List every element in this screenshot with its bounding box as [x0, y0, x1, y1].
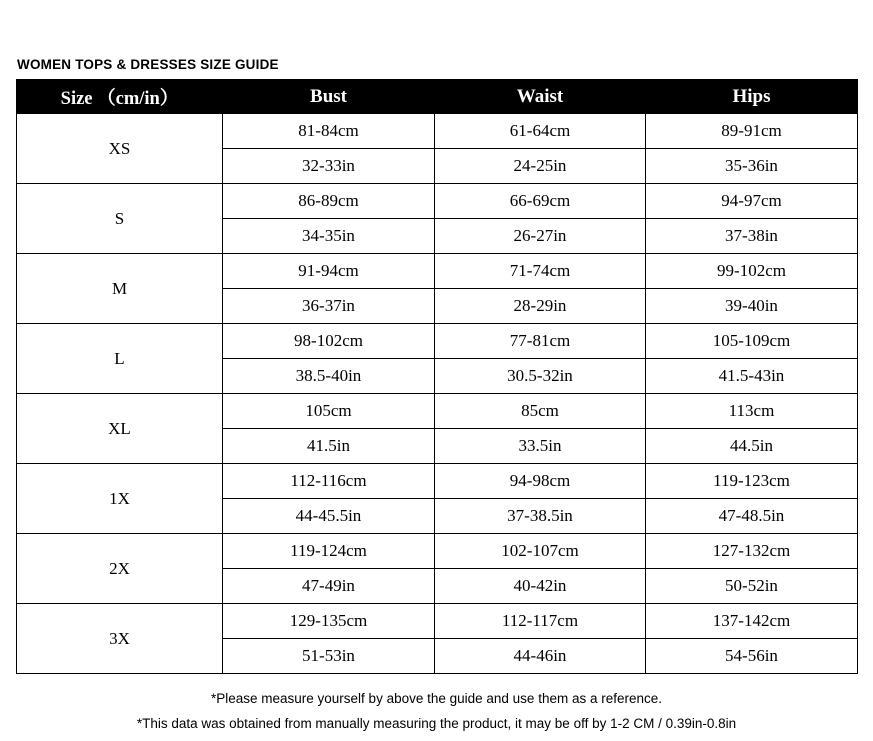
waist-cm: 61-64cm — [435, 114, 646, 149]
table-row — [17, 534, 858, 569]
footnote-measure: *Please measure yourself by above the guide and use them as a reference. — [210, 691, 663, 706]
hips-in: 39-40in — [646, 289, 858, 324]
waist-in: 30.5-32in — [435, 359, 646, 394]
bust-cm: 91-94cm — [223, 254, 435, 289]
waist-cm: 71-74cm — [435, 254, 646, 289]
bust-in: 41.5in — [223, 429, 435, 464]
waist-cm: 66-69cm — [435, 184, 646, 219]
bust-cm: 81-84cm — [223, 114, 435, 149]
bust-cm: 119-124cm — [223, 534, 435, 569]
hips-cm: 113cm — [646, 394, 858, 429]
size-guide-table — [16, 79, 858, 674]
size-label: 1X — [17, 464, 223, 534]
hips-cm: 94-97cm — [646, 184, 858, 219]
waist-cm: 112-117cm — [435, 604, 646, 639]
bust-cm: 112-116cm — [223, 464, 435, 499]
hips-cm: 89-91cm — [646, 114, 858, 149]
size-label: 3X — [17, 604, 223, 674]
size-label: XS — [17, 114, 223, 184]
size-label: 2X — [17, 534, 223, 604]
waist-cm: 85cm — [435, 394, 646, 429]
table-row — [17, 604, 858, 639]
column-header-bust: Bust — [223, 80, 435, 114]
size-label: L — [17, 324, 223, 394]
table-row — [17, 464, 858, 499]
table-body — [17, 114, 858, 674]
footnote-tolerance: *This data was obtained from manually measuring the product, it may be off by 1-2 CM / 0.39in-0.8in — [136, 715, 737, 731]
hips-cm: 127-132cm — [646, 534, 858, 569]
column-header-hips: Hips — [646, 80, 858, 114]
hips-in: 41.5-43in — [646, 359, 858, 394]
footnotes — [16, 687, 857, 737]
waist-in: 26-27in — [435, 219, 646, 254]
table-header-row — [17, 80, 858, 114]
bust-cm: 98-102cm — [223, 324, 435, 359]
hips-in: 50-52in — [646, 569, 858, 604]
waist-in: 24-25in — [435, 149, 646, 184]
hips-in: 37-38in — [646, 219, 858, 254]
waist-in: 37-38.5in — [435, 499, 646, 534]
size-label: S — [17, 184, 223, 254]
bust-cm: 129-135cm — [223, 604, 435, 639]
hips-in: 47-48.5in — [646, 499, 858, 534]
waist-cm: 94-98cm — [435, 464, 646, 499]
bust-cm: 105cm — [223, 394, 435, 429]
bust-in: 51-53in — [223, 639, 435, 674]
waist-in: 44-46in — [435, 639, 646, 674]
table-row — [17, 254, 858, 289]
hips-cm: 99-102cm — [646, 254, 858, 289]
table-row — [17, 184, 858, 219]
column-header-waist: Waist — [435, 80, 646, 114]
bust-in: 38.5-40in — [223, 359, 435, 394]
page-title: WOMEN TOPS & DRESSES SIZE GUIDE — [17, 57, 279, 72]
bust-in: 44-45.5in — [223, 499, 435, 534]
waist-cm: 102-107cm — [435, 534, 646, 569]
hips-cm: 137-142cm — [646, 604, 858, 639]
waist-in: 40-42in — [435, 569, 646, 604]
bust-in: 47-49in — [223, 569, 435, 604]
waist-in: 33.5in — [435, 429, 646, 464]
column-header-size: Size （cm/in） — [17, 80, 223, 114]
bust-cm: 86-89cm — [223, 184, 435, 219]
hips-in: 44.5in — [646, 429, 858, 464]
bust-in: 32-33in — [223, 149, 435, 184]
size-label: XL — [17, 394, 223, 464]
hips-cm: 119-123cm — [646, 464, 858, 499]
table-row — [17, 324, 858, 359]
waist-in: 28-29in — [435, 289, 646, 324]
waist-cm: 77-81cm — [435, 324, 646, 359]
table-row — [17, 394, 858, 429]
hips-in: 54-56in — [646, 639, 858, 674]
bust-in: 36-37in — [223, 289, 435, 324]
table-row — [17, 114, 858, 149]
bust-in: 34-35in — [223, 219, 435, 254]
hips-cm: 105-109cm — [646, 324, 858, 359]
hips-in: 35-36in — [646, 149, 858, 184]
table-header — [17, 80, 858, 114]
size-label: M — [17, 254, 223, 324]
